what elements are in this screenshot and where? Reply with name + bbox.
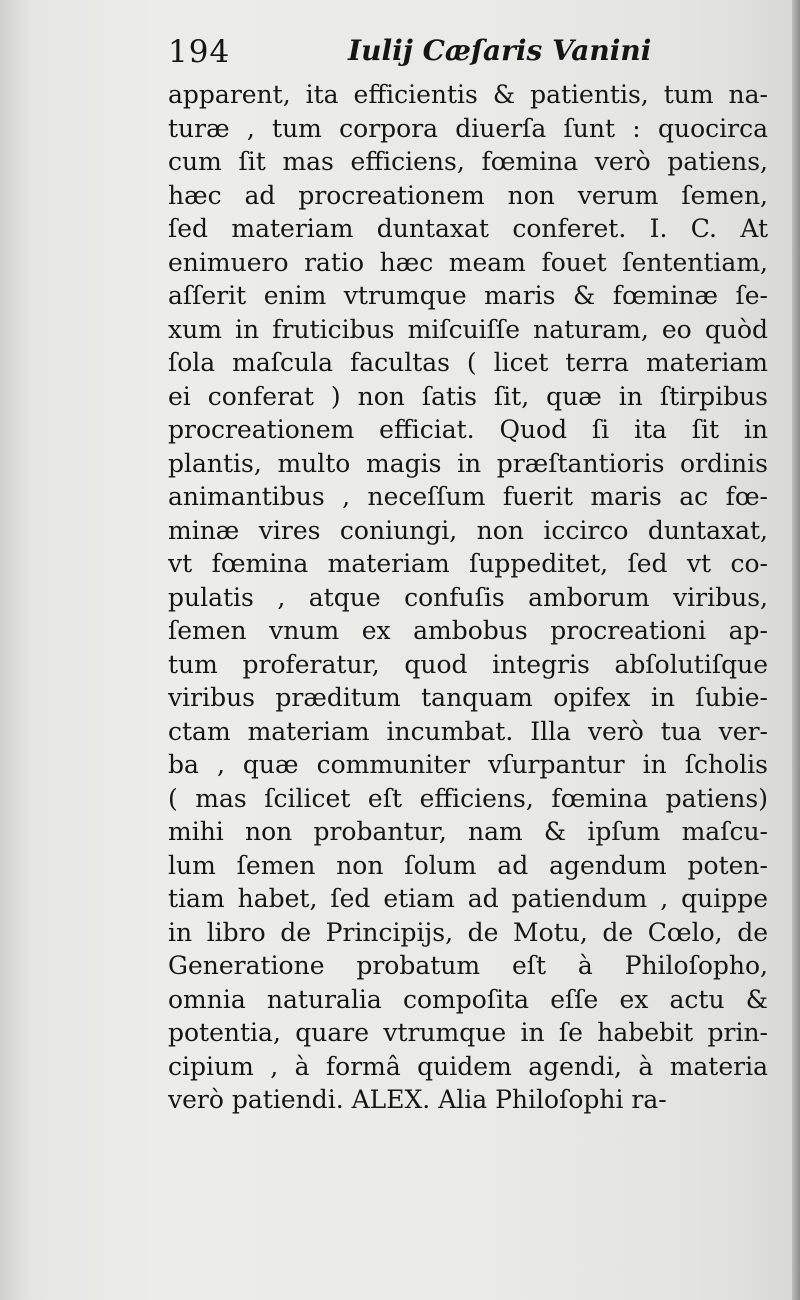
body-text — [168, 78, 768, 1117]
text-line: omnia naturalia compoſita eſſe ex actu & — [168, 984, 768, 1014]
text-line: verò patiendi. ALEX. Alia Philoſophi ra- — [168, 1085, 667, 1114]
text-line: cipium , à formâ quidem agendi, à materia — [168, 1051, 768, 1081]
text-line: ſola maſcula facultas ( licet terra materiam — [168, 348, 768, 377]
page-header — [168, 30, 760, 74]
text-line: animantibus , neceſſum fuerit maris ac fœ- — [168, 482, 768, 511]
text-line: aſſerit enim vtrumque maris & fœminæ ſe- — [168, 281, 768, 310]
text-line: vt fœmina materiam ſuppeditet, ſed vt co- — [168, 549, 768, 578]
text-line: turæ , tum corpora diuerſa ſunt : quocirca — [168, 113, 768, 143]
text-line: procreationem efficiat. Quod ſi ita ſit in — [168, 415, 768, 444]
text-line: hæc ad procreationem non verum ſemen, — [168, 180, 768, 210]
page-edge — [792, 0, 800, 1300]
text-line: ſemen vnum ex ambobus procreationi ap- — [168, 616, 768, 645]
text-line: pulatis , atque confuſis amborum viribus, — [168, 582, 768, 612]
text-line: minæ vires coniungi, non iccirco duntaxat, — [168, 515, 768, 545]
text-line: tiam habet, ſed etiam ad patiendum , quippe — [168, 884, 768, 913]
text-line: ſed materiam duntaxat conferet. I. C. At — [168, 214, 768, 243]
text-line: potentia, quare vtrumque in ſe habebit prin- — [168, 1018, 768, 1047]
text-line: apparent, ita efficientis & patientis, tum na- — [168, 80, 768, 109]
text-line: mihi non probantur, nam & ipſum maſcu- — [168, 817, 768, 846]
text-line: xum in fruticibus miſcuiſſe naturam, eo quòd — [168, 314, 768, 344]
page-number: 194 — [168, 34, 231, 70]
text-line: lum ſemen non ſolum ad agendum poten- — [168, 850, 768, 880]
text-line: viribus præditum tanquam opifex in ſubie- — [168, 683, 768, 712]
text-line: ba , quæ communiter vſurpantur in ſcholis — [168, 750, 768, 779]
text-line: tum proferatur, quod integris abſolutiſque — [168, 649, 768, 679]
text-line: Generatione probatum eſt à Philoſopho, — [168, 951, 768, 980]
text-line: cum ſit mas efficiens, fœmina verò patiens, — [168, 147, 768, 176]
text-line: ctam materiam incumbat. Illa verò tua ver- — [168, 716, 768, 746]
running-head: Iulij Cæſaris Vanini — [348, 34, 652, 67]
text-line: ei conferat ) non ſatis ſit, quæ in ſtirpibus — [168, 381, 768, 411]
text-line: plantis, multo magis in præſtantioris ordinis — [168, 448, 768, 478]
text-line: in libro de Principijs, de Motu, de Cœlo, de — [168, 917, 768, 947]
text-line: ( mas ſcilicet eſt efficiens, fœmina patiens) — [168, 783, 768, 813]
text-line: enimuero ratio hæc meam fouet ſententiam, — [168, 247, 768, 277]
